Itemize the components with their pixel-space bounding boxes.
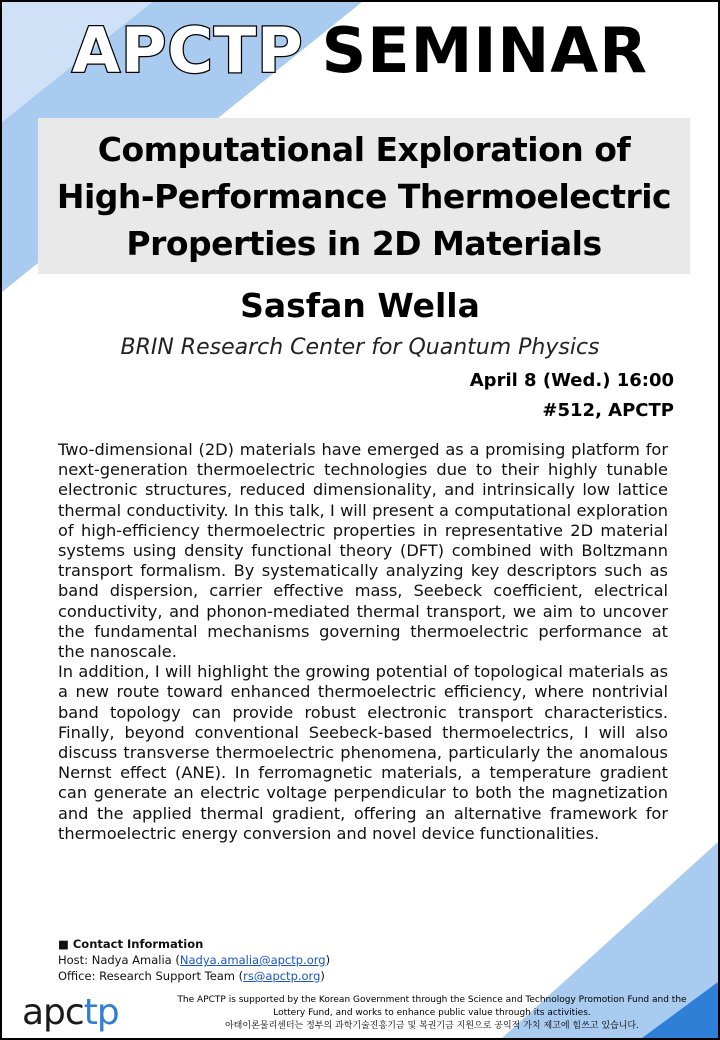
- title-line-3: Properties in 2D Materials: [126, 224, 602, 263]
- host-close: ): [325, 953, 331, 967]
- contact-title: ■ Contact Information: [58, 937, 204, 951]
- office-label: Office: Research Support Team (: [58, 969, 244, 983]
- logo-part-1: apc: [22, 992, 84, 1033]
- location: #512, APCTP: [542, 400, 674, 421]
- header-apctp: APCTP: [71, 14, 304, 87]
- speaker-name: Sasfan Wella: [240, 286, 480, 325]
- header-seminar: SEMINAR: [321, 14, 649, 87]
- abstract-paragraph-2: In addition, I will highlight the growing potential of topological materials as a new route toward enhanced thermoelectric efficiency, where nontrivial band topology can provide robust electronic transport characteristics. Finally, beyond conventional Seebeck-based thermoelectrics, I will also discuss transverse thermoelectric phenomena, particularly the anomalous Nernst effect (ANE). In ferromagnetic materials, a temperature gradient can generate an electric voltage perpendicular to both the magnetization and the applied thermal gradient, offering an alternative framework for thermoelectric energy conversion and novel device functionalities.: [58, 662, 668, 843]
- office-email-link[interactable]: rs@apctp.org: [243, 969, 321, 983]
- title-line-2: High-Performance Thermoelectric: [56, 177, 672, 216]
- title-line-1: Computational Exploration of: [97, 130, 631, 169]
- office-close: ): [320, 969, 325, 983]
- support-korean: 아태이론물리센터는 정부의 과학기술진흥기금 및 복권기금 지원으로 공익적 가치 제고에 힘쓰고 있습니다.: [224, 1021, 639, 1031]
- support-statement: [162, 994, 702, 1033]
- support-english: The APCTP is supported by the Korean Government through the Science and Technology Promotion Fund and the Lottery Fund, and works to enhance public value through its activities.: [177, 995, 687, 1018]
- abstract: [58, 440, 668, 844]
- host-email-link[interactable]: Nadya.amalia@apctp.org: [179, 953, 326, 967]
- contact-information: [58, 936, 330, 984]
- logo-part-2: tp: [83, 992, 119, 1033]
- seminar-header: [2, 14, 718, 87]
- contact-host: [58, 952, 330, 968]
- contact-office: [58, 968, 330, 984]
- speaker-affiliation: BRIN Research Center for Quantum Physics: [120, 335, 600, 360]
- talk-title: [38, 126, 690, 267]
- abstract-paragraph-1: Two-dimensional (2D) materials have emerged as a promising platform for next-generation thermoelectric technologies due to their highly tunable electronic structures, reduced dimensionality, and intrinsically low lattice thermal conductivity. In this talk, I will present a computational exploration of high-efficiency thermoelectric properties in representative 2D material systems using density functional theory (DFT) combined with Boltzmann transport formalism. By systematically analyzing key descriptors such as band dispersion, carrier effective mass, Seebeck coefficient, electrical conductivity, and phonon-mediated thermal transport, we aim to uncover the fundamental mechanisms governing thermoelectric performance at the nanoscale.: [58, 440, 668, 662]
- date-time: April 8 (Wed.) 16:00: [469, 370, 674, 391]
- apctp-logo: [22, 992, 119, 1033]
- host-label: Host: Nadya Amalia (: [58, 953, 180, 967]
